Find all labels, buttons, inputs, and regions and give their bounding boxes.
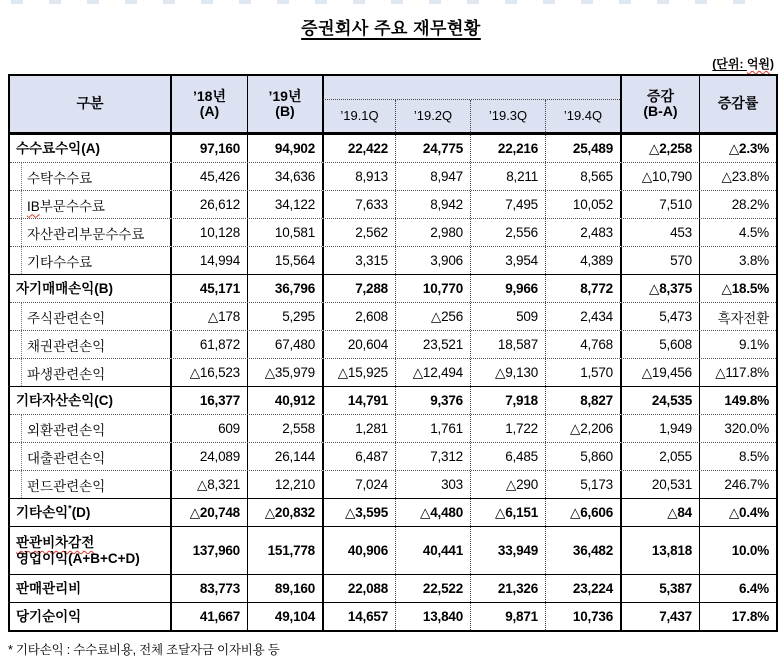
cell-value: 4,389 [545,247,620,274]
unit-note [6,55,776,72]
cell-value: 7,437 [620,603,699,630]
cell-value: 8.5% [699,443,776,470]
row-label: 자기매매손익(B) [16,280,113,296]
cell-value: 22,422 [322,135,395,162]
cell-value: 40,441 [395,527,470,574]
cell-value: 6.4% [699,575,776,602]
row-label: IB부문수수료 [10,191,170,218]
cell-value: 509 [470,303,545,330]
cell-value: 61,872 [170,331,247,358]
cell-value: 5,473 [620,303,699,330]
cell-value: 5,608 [620,331,699,358]
cell-value: △178 [170,303,247,330]
cell-value: 7,495 [470,191,545,218]
row-label: 파생관련손익 [10,359,170,386]
table-header [10,76,776,134]
cell-value: △0.4% [699,499,776,526]
cell-value: 1,949 [620,415,699,442]
header-q1: ’19.1Q [322,100,395,132]
spellcheck-underlined-text: 판관비차감전 [16,534,95,550]
cell-value: 7,510 [620,191,699,218]
cell-value: 2,608 [322,303,395,330]
scan-artifact-strip [11,0,771,4]
header-year-2018-line1: ’18년 [193,87,226,104]
cell-value: 453 [620,219,699,246]
cell-value: 3,906 [395,247,470,274]
cell-value: 흑자전환 [699,303,776,330]
cell-value: 2,980 [395,219,470,246]
row-label: 자산관리부문수수료 [10,219,170,246]
cell-value: 3,954 [470,247,545,274]
header-year-2019-line1: ’19년 [268,87,302,104]
cell-value: 22,216 [470,135,545,162]
cell-value: 3,315 [322,247,395,274]
cell-value: 23,224 [545,575,620,602]
cell-value: 40,906 [322,527,395,574]
cell-value: △8,375 [620,275,699,302]
cell-value: 2,483 [545,219,620,246]
cell-value: △12,494 [395,359,470,386]
cell-value: 5,173 [545,471,620,498]
table-row [10,134,776,162]
cell-value: 9.1% [699,331,776,358]
cell-value: △15,925 [322,359,395,386]
cell-value: 5,860 [545,443,620,470]
header-year-2019-line2: (B) [275,103,295,119]
cell-value: 15,564 [247,247,322,274]
cell-value: 34,122 [247,191,322,218]
cell-value: △23.8% [699,163,776,190]
cell-value: 1,281 [322,415,395,442]
cell-value: 26,612 [170,191,247,218]
cell-value: 40,912 [247,387,322,414]
cell-value: 8,827 [545,387,620,414]
row-label: 판관비차감전 영업이익(A+B+C+D) [16,534,140,566]
header-quarter-group [322,76,620,100]
cell-value: 9,966 [470,275,545,302]
cell-value: 1,761 [395,415,470,442]
cell-value: 8,947 [395,163,470,190]
cell-value: 320.0% [699,415,776,442]
table-row [10,218,776,246]
unit-note-prefix: (단위: [712,57,747,71]
table-row [10,330,776,358]
cell-value: 36,796 [247,275,322,302]
cell-value: 16,377 [170,387,247,414]
table-row [10,470,776,498]
cell-value: 4,768 [545,331,620,358]
cell-value: 10,770 [395,275,470,302]
cell-value: 10,736 [545,603,620,630]
cell-value: 24,535 [620,387,699,414]
row-label: 펀드관련손익 [10,471,170,498]
cell-value: 7,024 [322,471,395,498]
header-change-line1: 증감 [646,87,675,104]
table-row [10,358,776,386]
cell-value: 1,722 [470,415,545,442]
cell-value: △6,606 [545,499,620,526]
cell-value: △9,130 [470,359,545,386]
cell-value: 151,778 [247,527,322,574]
cell-value: 8,913 [322,163,395,190]
cell-value: △10,790 [620,163,699,190]
cell-value: △256 [395,303,470,330]
cell-value: △18.5% [699,275,776,302]
header-change-line2: (B-A) [643,103,678,119]
cell-value: 137,960 [170,527,247,574]
financial-table [8,74,778,632]
unit-note-suffix: ) [770,57,774,71]
spellcheck-underlined-text: IB [27,198,40,214]
cell-value: 97,160 [170,135,247,162]
table-row [10,162,776,190]
cell-value: 14,657 [322,603,395,630]
header-change [620,76,699,132]
cell-value: △35,979 [247,359,322,386]
cell-value: 10,052 [545,191,620,218]
cell-value: 10,581 [247,219,322,246]
cell-value: 2,556 [470,219,545,246]
cell-value: △20,748 [170,499,247,526]
cell-value: 34,636 [247,163,322,190]
cell-value: 20,604 [322,331,395,358]
row-label: 주식관련손익 [10,303,170,330]
cell-value: 24,089 [170,443,247,470]
cell-value: 12,210 [247,471,322,498]
cell-value: 9,376 [395,387,470,414]
cell-value: 22,522 [395,575,470,602]
header-year-2018 [170,76,247,132]
cell-value: 45,426 [170,163,247,190]
row-label: 수탁수수료 [10,163,170,190]
cell-value: 25,489 [545,135,620,162]
cell-value: 41,667 [170,603,247,630]
cell-value: 8,942 [395,191,470,218]
cell-value: △84 [620,499,699,526]
row-label: 기타수수료 [10,247,170,274]
cell-value: 13,818 [620,527,699,574]
cell-value: 7,918 [470,387,545,414]
cell-value: 21,326 [470,575,545,602]
cell-value: 609 [170,415,247,442]
table-row [10,602,776,630]
header-q2: ’19.2Q [395,100,470,132]
cell-value: 2,055 [620,443,699,470]
cell-value: 8,565 [545,163,620,190]
cell-value: △8,321 [170,471,247,498]
cell-value: △20,832 [247,499,322,526]
table-row [10,190,776,218]
cell-value: △2,258 [620,135,699,162]
row-label: 판매관리비 [16,580,82,596]
cell-value: 246.7% [699,471,776,498]
cell-value: △16,523 [170,359,247,386]
cell-value: △117.8% [699,359,776,386]
cell-value: 49,104 [247,603,322,630]
cell-value: 5,387 [620,575,699,602]
page-title: 증권회사 주요 재무현황 [301,19,481,38]
cell-value: 83,773 [170,575,247,602]
cell-value: △290 [470,471,545,498]
cell-value: 33,949 [470,527,545,574]
footnote: * 기타손익 : 수수료비용, 전체 조달자금 이자비용 등 [8,643,280,657]
cell-value: 14,994 [170,247,247,274]
cell-value: △3,595 [322,499,395,526]
cell-value: 10.0% [699,527,776,574]
cell-value: △2,206 [545,415,620,442]
cell-value: 18,587 [470,331,545,358]
cell-value: 17.8% [699,603,776,630]
cell-value: 6,487 [322,443,395,470]
table-row [10,386,776,414]
row-label: 채권관련손익 [10,331,170,358]
cell-value: 1,570 [545,359,620,386]
row-label: 기타자산손익(C) [16,392,113,408]
unit-note-value: 억원 [746,57,770,71]
cell-value: 2,558 [247,415,322,442]
cell-value: 24,775 [395,135,470,162]
cell-value: △6,151 [470,499,545,526]
cell-value: 7,312 [395,443,470,470]
cell-value: 36,482 [545,527,620,574]
cell-value: 26,144 [247,443,322,470]
header-category: 구분 [76,95,104,112]
cell-value: △19,456 [620,359,699,386]
cell-value: 4.5% [699,219,776,246]
cell-value: 28.2% [699,191,776,218]
cell-value: 9,871 [470,603,545,630]
cell-value: 5,295 [247,303,322,330]
cell-value: 7,288 [322,275,395,302]
header-change-rate: 증감률 [699,76,776,132]
table-row [10,526,776,574]
table-row [10,442,776,470]
cell-value: 6,485 [470,443,545,470]
cell-value: 8,211 [470,163,545,190]
row-label: 대출관련손익 [10,443,170,470]
header-q4: ’19.4Q [545,100,620,132]
cell-value: 89,160 [247,575,322,602]
cell-value: 149.8% [699,387,776,414]
table-body [10,134,776,630]
cell-value: △2.3% [699,135,776,162]
cell-value: 13,840 [395,603,470,630]
cell-value: 22,088 [322,575,395,602]
table-row [10,302,776,330]
cell-value: 2,562 [322,219,395,246]
cell-value: 8,772 [545,275,620,302]
table-row [10,498,776,526]
header-year-2019 [247,76,322,132]
header-year-2018-line2: (A) [199,103,220,119]
row-label: 기타손익*(D) [16,503,91,520]
cell-value: 7,633 [322,191,395,218]
cell-value: △4,480 [395,499,470,526]
cell-value: 3.8% [699,247,776,274]
cell-value: 303 [395,471,470,498]
row-label: 당기순이익 [16,608,82,624]
cell-value: 10,128 [170,219,247,246]
table-row [10,274,776,302]
row-label: 외환관련손익 [10,415,170,442]
table-row [10,414,776,442]
table-row [10,574,776,602]
table-row [10,246,776,274]
cell-value: 94,902 [247,135,322,162]
cell-value: 23,521 [395,331,470,358]
cell-value: 45,171 [170,275,247,302]
header-q3: ’19.3Q [470,100,545,132]
cell-value: 2,434 [545,303,620,330]
cell-value: 67,480 [247,331,322,358]
row-label: 수수료수익(A) [16,140,100,156]
cell-value: 20,531 [620,471,699,498]
cell-value: 570 [620,247,699,274]
cell-value: 14,791 [322,387,395,414]
